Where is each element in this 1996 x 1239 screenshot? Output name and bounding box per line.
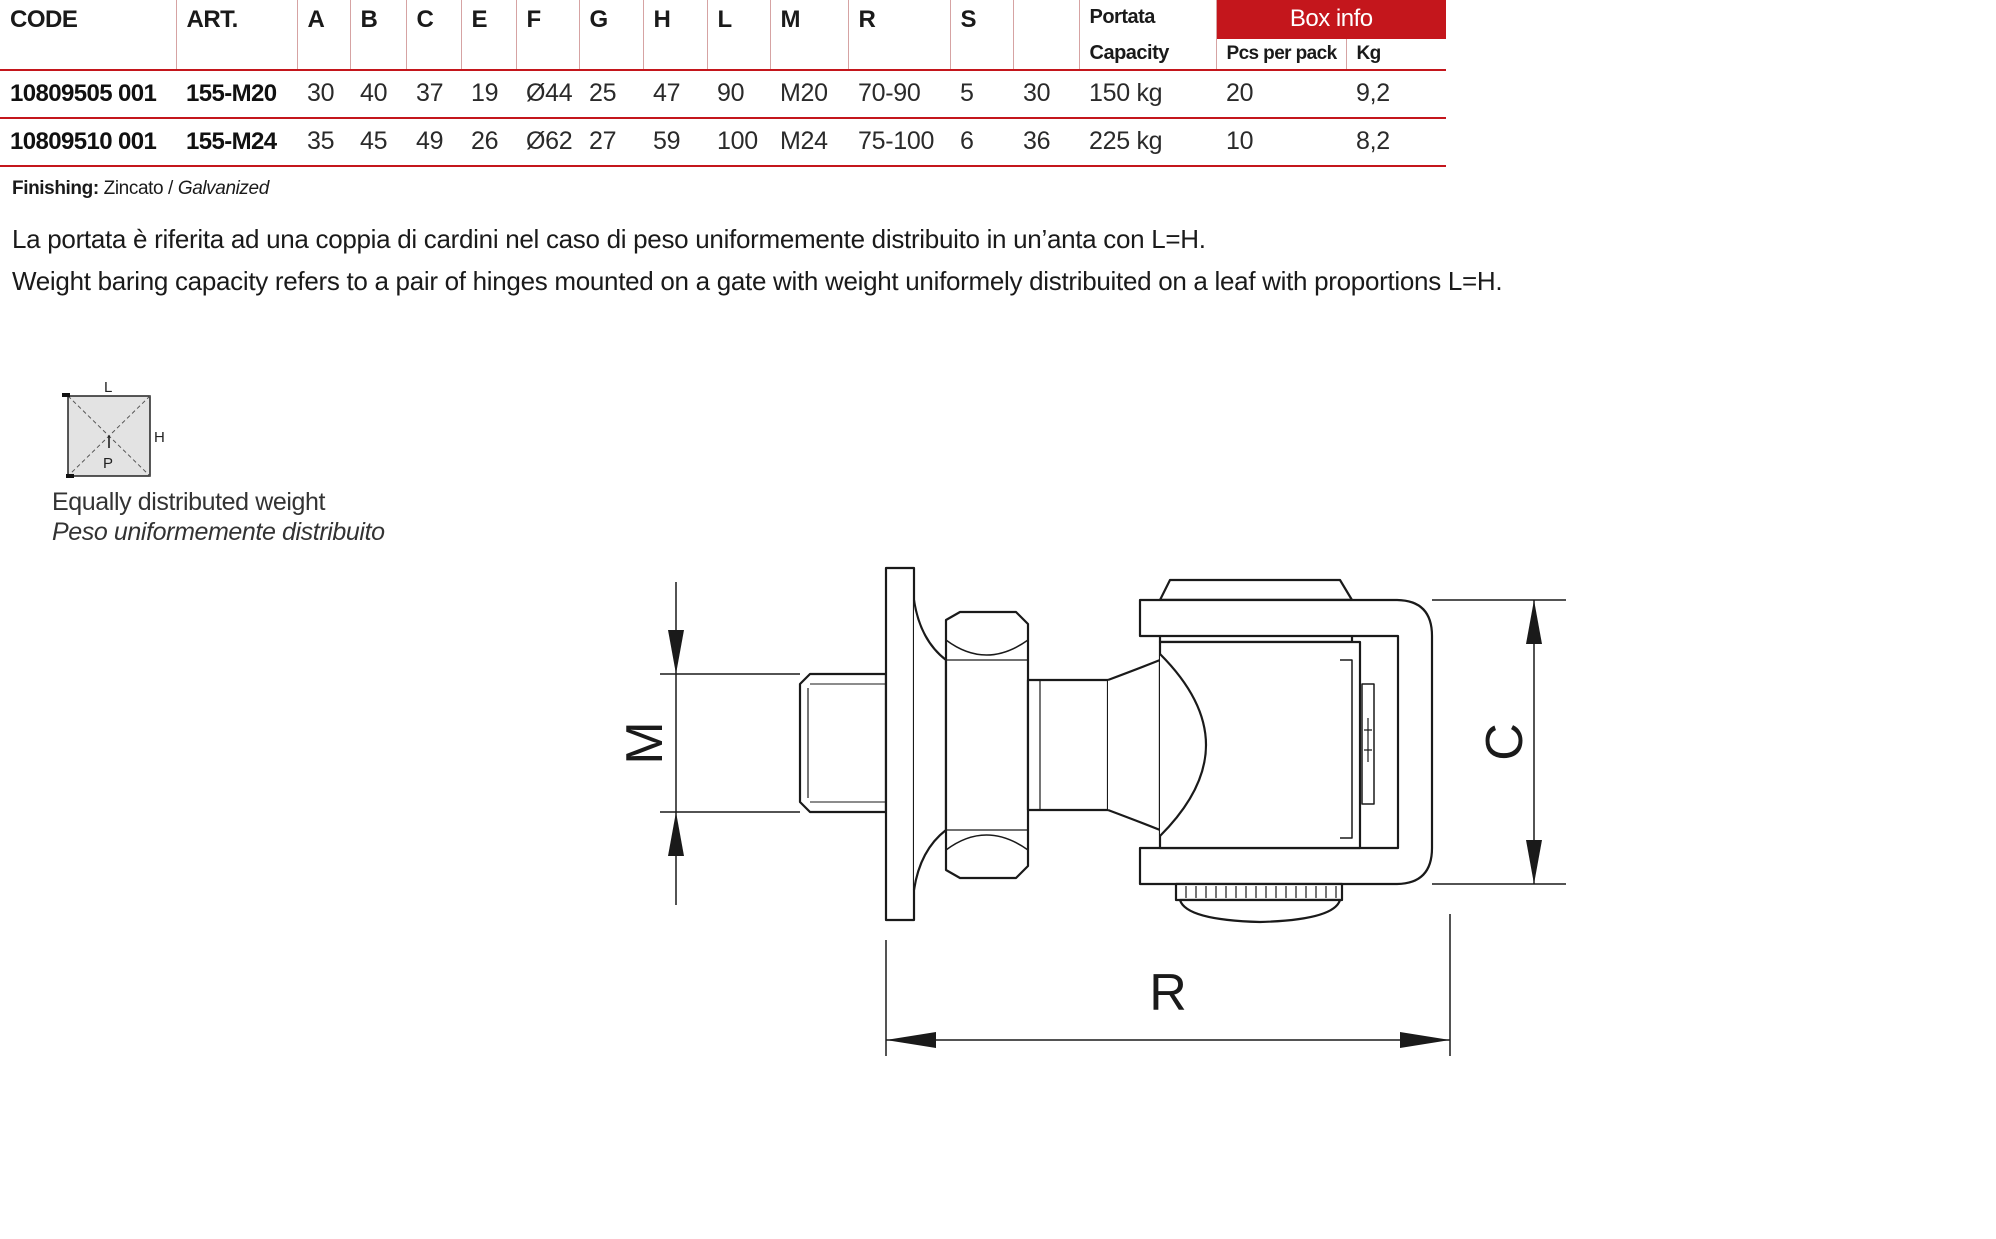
- cell-s: 6: [960, 127, 974, 155]
- dimension-label-c: C: [1476, 723, 1534, 761]
- dimension-m: [616, 582, 800, 905]
- cell-f: Ø44: [526, 79, 573, 107]
- distributed-weight-icon: [58, 378, 188, 488]
- cell-a: 30: [307, 79, 335, 107]
- legend-hinge-bottom: [66, 474, 74, 478]
- header-blank: [1013, 0, 1079, 70]
- header-code: CODE: [0, 0, 176, 70]
- table-body: [0, 70, 1446, 166]
- dimension-r: [886, 914, 1450, 1056]
- legend-label-p: P: [103, 455, 114, 472]
- cell-s: 5: [960, 79, 974, 107]
- cell-m: M24: [780, 127, 828, 155]
- finishing-it: Zincato: [103, 178, 164, 199]
- cell-b: 45: [360, 127, 388, 155]
- dimension-label-m: M: [616, 721, 674, 765]
- header-l: L: [707, 0, 770, 70]
- cell-h: 47: [653, 79, 681, 107]
- cell-kg: 8,2: [1356, 127, 1390, 155]
- finishing-en: Galvanized: [177, 178, 269, 199]
- header-b: B: [350, 0, 406, 70]
- cell-pcs: 20: [1226, 79, 1254, 107]
- cell-code: 10809510 001: [10, 127, 157, 155]
- cell-art: 155-M20: [186, 79, 277, 107]
- legend-text-en: Equally distributed weight: [52, 488, 326, 516]
- dimension-c: [1432, 600, 1566, 884]
- cell-a: 35: [307, 127, 335, 155]
- header-s: S: [950, 0, 1013, 70]
- capacity-note-it: La portata è riferita ad una coppia di cardini nel caso di peso uniformemente distribuito in un’anta con L=H.: [12, 224, 1206, 254]
- finishing-separator: /: [163, 178, 178, 199]
- legend-text-it: Peso uniformemente distribuito: [52, 518, 385, 546]
- header-h: H: [643, 0, 707, 70]
- cell-capacity: 150 kg: [1089, 79, 1163, 107]
- legend-label-l: L: [104, 379, 113, 396]
- header-a: A: [297, 0, 350, 70]
- hinge-barrel: [1160, 642, 1374, 848]
- cell-m: M20: [780, 79, 828, 107]
- spec-table: [0, 0, 1446, 167]
- legend-hinge-top: [62, 393, 70, 397]
- header-kg: Kg: [1356, 42, 1381, 64]
- cell-h: 59: [653, 127, 681, 155]
- cell-g: 25: [589, 79, 617, 107]
- cell-f: Ø62: [526, 127, 573, 155]
- cell-l: 90: [717, 79, 745, 107]
- cell-art: 155-M24: [186, 127, 277, 155]
- cell-c: 49: [416, 127, 444, 155]
- cell-extra: 30: [1023, 79, 1051, 107]
- cell-g: 27: [589, 127, 617, 155]
- capacity-note-en: Weight baring capacity refers to a pair of hinges mounted on a gate with weight uniformely distribuited on a leaf with proportions L=H.: [12, 266, 1503, 296]
- header-portata: Portata: [1079, 0, 1216, 38]
- hinge-technical-drawing: [600, 540, 1580, 1060]
- table-header: [0, 0, 1446, 70]
- cell-r: 70-90: [858, 79, 921, 107]
- cell-l: 100: [717, 127, 758, 155]
- cell-code: 10809505 001: [10, 79, 157, 107]
- finishing-line: [12, 178, 269, 200]
- cell-pcs: 10: [1226, 127, 1254, 155]
- threaded-shank: [800, 674, 886, 812]
- header-f: F: [516, 0, 579, 70]
- washer-plate: [886, 568, 946, 920]
- cell-c: 37: [416, 79, 444, 107]
- header-box-info: Box info: [1216, 0, 1446, 38]
- hinge-neck: [1028, 660, 1160, 830]
- header-art: ART.: [176, 0, 297, 70]
- cell-extra: 36: [1023, 127, 1051, 155]
- header-g: G: [579, 0, 643, 70]
- cell-capacity: 225 kg: [1089, 127, 1163, 155]
- cell-e: 26: [471, 127, 499, 155]
- header-c: C: [406, 0, 461, 70]
- legend-label-h: H: [154, 429, 165, 446]
- cell-b: 40: [360, 79, 388, 107]
- finishing-label: Finishing:: [12, 178, 99, 199]
- table-row: [0, 70, 1446, 118]
- header-m: M: [770, 0, 848, 70]
- cell-r: 75-100: [858, 127, 935, 155]
- header-e: E: [461, 0, 516, 70]
- header-capacity: Capacity: [1079, 38, 1216, 70]
- dimension-label-r: R: [1149, 964, 1187, 1022]
- hex-nut: [946, 612, 1028, 878]
- cell-e: 19: [471, 79, 499, 107]
- header-r: R: [848, 0, 950, 70]
- table-row: [0, 118, 1446, 166]
- header-pcs-per-pack: Pcs per pack: [1216, 38, 1346, 70]
- hinge-pin-bottom: [1176, 884, 1342, 922]
- cell-kg: 9,2: [1356, 79, 1390, 107]
